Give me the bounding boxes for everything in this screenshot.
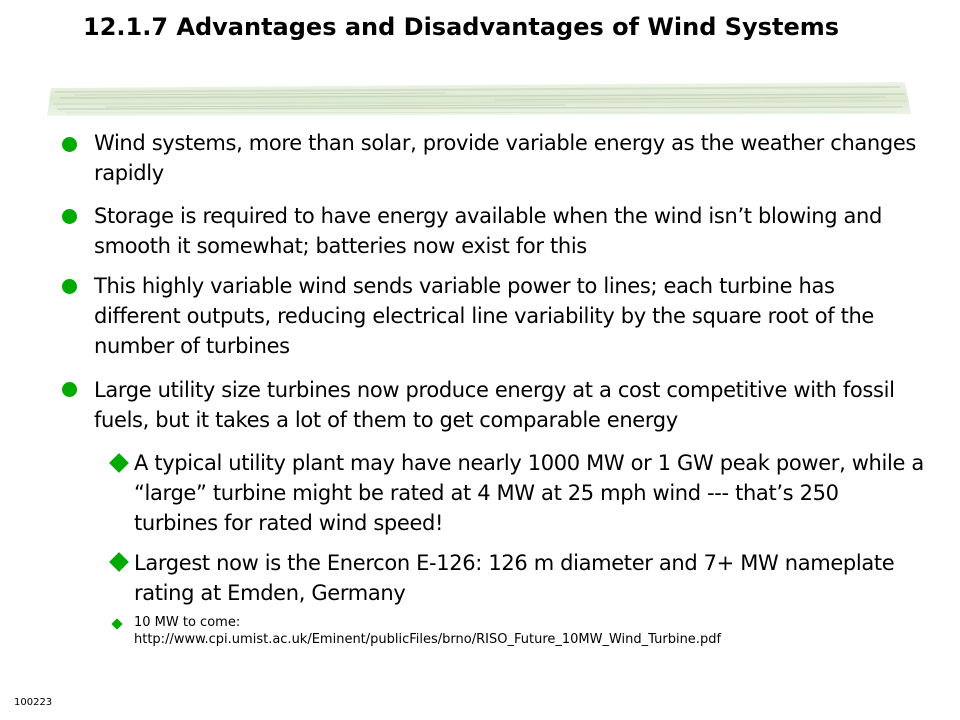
green-circle-bullet-icon [62, 382, 77, 397]
green-diamond-bullet-icon [109, 552, 129, 572]
pdf-link-text: http://www.cpi.umist.ac.uk/Eminent/publicFiles/brno/RISO_Future_10MW_Wind_Turbine.pdf [134, 632, 722, 647]
bullet-item: Large utility size turbines now produce energy at a cost competitive with fossil fuels, but it takes a lot of them to get comparable energy [94, 378, 895, 432]
bullet-item: This highly variable wind sends variable power to lines; each turbine has different outputs, reducing electrical line variability by the square root of the number of turbines [94, 274, 874, 358]
green-diamond-bullet-icon [111, 618, 122, 629]
green-diamond-bullet-icon [109, 453, 129, 473]
brush-stroke-decoration [45, 78, 913, 120]
title-underline-band [45, 78, 913, 120]
sub-bullet-item: A typical utility plant may have nearly 1000 MW or 1 GW peak power, while a “large” turbine might be rated at 4 MW at 25 mph wind --- that’s 250 turbines for rated wind speed! [134, 451, 924, 535]
bullet-item: Wind systems, more than solar, provide variable energy as the weather changes rapidly [94, 131, 917, 185]
bullet-item: Storage is required to have energy available when the wind isn’t blowing and smooth it somewhat; batteries now exist for this [94, 204, 882, 258]
small-bullet-item [134, 614, 924, 648]
slide-footer-number: 100223 [14, 697, 53, 708]
green-circle-bullet-icon [62, 279, 77, 294]
green-circle-bullet-icon [62, 209, 77, 224]
small-bullet-line: 10 MW to come: [134, 615, 241, 630]
slide-title: 12.1.7 Advantages and Disadvantages of Wind Systems [83, 13, 840, 41]
green-circle-bullet-icon [62, 137, 77, 152]
sub-bullet-item: Largest now is the Enercon E-126: 126 m diameter and 7+ MW nameplate rating at Emden, Germany [134, 551, 895, 605]
